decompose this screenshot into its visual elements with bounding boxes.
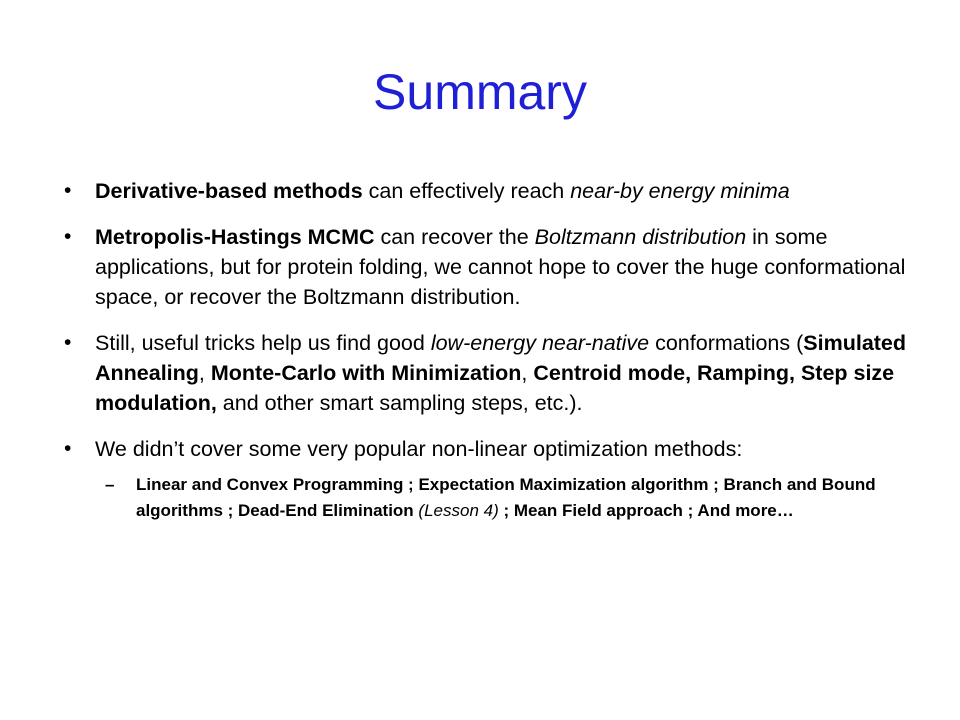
bullet-text xyxy=(95,437,742,461)
bullet-item xyxy=(64,222,914,312)
text-segment: low-energy near-native xyxy=(430,331,650,355)
text-segment: and other smart sampling steps, etc.). xyxy=(216,391,583,415)
bullet-dot-icon: • xyxy=(64,331,72,354)
text-segment: Simulated Annealing xyxy=(95,331,907,385)
text-segment: , xyxy=(198,361,211,385)
sub-bullet-text xyxy=(136,475,876,520)
text-segment: Still, useful tricks help us find good xyxy=(95,331,431,355)
bullet-dot-icon: • xyxy=(64,437,72,460)
bullet-dot-icon: • xyxy=(64,179,72,202)
dash-icon: – xyxy=(105,475,115,494)
bullet-dot-icon: • xyxy=(64,225,72,248)
bullet-text xyxy=(95,225,905,309)
slide-title: Summary xyxy=(373,64,587,120)
text-segment: Boltzmann distribution xyxy=(534,225,747,249)
text-segment: Monte-Carlo with Minimization xyxy=(210,361,522,385)
bullet-text xyxy=(95,331,906,415)
bullet-item xyxy=(64,176,914,206)
sub-bullet-item xyxy=(95,472,914,524)
text-segment: can effectively reach xyxy=(362,179,571,203)
text-segment: (Lesson 4) xyxy=(418,501,499,520)
bullet-list xyxy=(64,176,914,540)
text-segment: Centroid mode, Ramping, Step size modulation, xyxy=(95,361,895,415)
bullet-item xyxy=(64,434,914,524)
sub-bullet-list xyxy=(95,472,914,524)
text-segment: Derivative-based methods xyxy=(95,179,363,203)
text-segment: can recover the xyxy=(374,225,535,249)
bullet-item xyxy=(64,328,914,418)
text-segment: in some applications, but for protein folding, we cannot hope to cover the huge conformational space, or recover the Boltzmann distribution. xyxy=(95,225,906,309)
bullet-text xyxy=(95,179,790,203)
text-segment: Linear and Convex Programming ; Expectation Maximization algorithm ; Branch and Bound algorithms ; Dead-End Elimination xyxy=(136,475,876,520)
text-segment: We didn’t cover some very popular non-linear optimization methods: xyxy=(95,437,743,461)
text-segment: ; Mean Field approach ; And more… xyxy=(498,501,794,520)
text-segment: near-by energy minima xyxy=(570,179,790,203)
text-segment: conformations ( xyxy=(649,331,804,355)
text-segment: , xyxy=(521,361,534,385)
text-segment: Metropolis-Hastings MCMC xyxy=(95,225,375,249)
